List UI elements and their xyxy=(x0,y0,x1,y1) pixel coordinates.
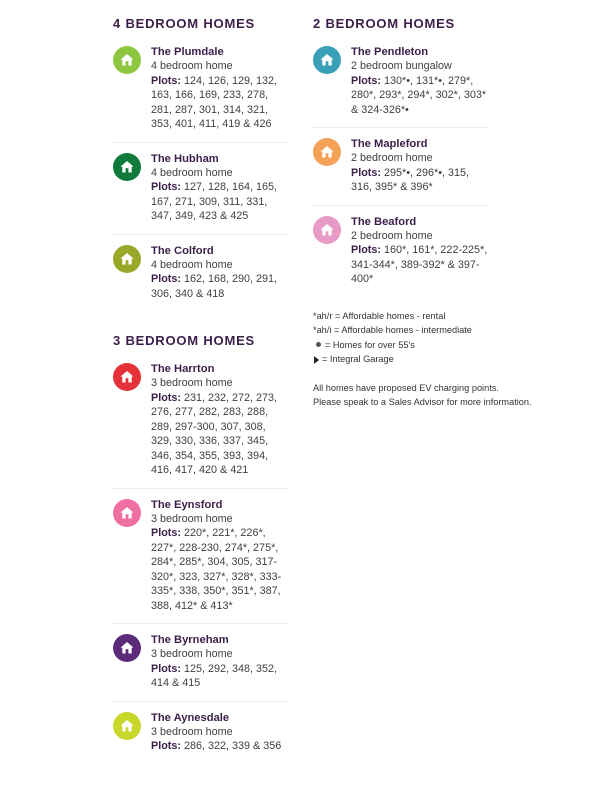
home-type: 3 bedroom home xyxy=(151,725,233,738)
home-entry xyxy=(313,45,488,128)
plots-label: Plots: xyxy=(151,181,181,193)
plots-value: 220*, 221*, 226*, 227*, 228-230, 274*, 275*, 284*, 285*, 304, 305, 317-320*, 323, 327*, 328*, 333-335*, 338, 350*, 351*, 387, 388, 412* & 413* xyxy=(151,527,282,612)
plots-line xyxy=(151,739,288,754)
plots-line xyxy=(151,526,288,613)
home-name: The Mapleford xyxy=(351,138,428,150)
legend xyxy=(313,309,488,367)
home-type: 2 bedroom bungalow xyxy=(351,60,452,72)
plots-label: Plots: xyxy=(151,74,181,87)
bullet-icon xyxy=(316,342,321,347)
left-column xyxy=(113,16,288,773)
legend-affordable-intermediate: *ah/i = Affordable homes - intermediate xyxy=(313,325,472,335)
ev-note xyxy=(313,381,532,409)
plots-line xyxy=(351,74,488,118)
plots-value: 125, 292, 348, 352, 414 & 415 xyxy=(151,662,278,689)
plots-label: Plots: xyxy=(151,273,181,285)
plots-line xyxy=(351,166,488,195)
plots-value: 162, 168, 290, 291, 306, 340 & 418 xyxy=(151,273,278,300)
garage-triangle-icon xyxy=(314,356,319,364)
home-type: 3 bedroom home xyxy=(151,377,233,389)
house-icon xyxy=(113,499,141,527)
home-name: The Hubham xyxy=(151,152,219,165)
house-icon xyxy=(313,138,341,166)
home-name: The Beaford xyxy=(351,215,417,228)
home-entry xyxy=(113,711,288,764)
home-entry xyxy=(113,152,288,235)
four-bedroom-heading: 4 BEDROOM HOMES xyxy=(113,16,256,31)
house-icon xyxy=(313,216,341,244)
home-name: The Pendleton xyxy=(351,46,429,58)
plots-value: 231, 232, 272, 273, 276, 277, 282, 283, 288, 289, 297-300, 307, 308, 329, 330, 336, 337, 345, 346, 354, 355, 393, 394, 416, 417, 420 & 421 xyxy=(151,391,278,476)
right-column xyxy=(313,16,532,409)
home-type: 2 bedroom home xyxy=(351,152,433,164)
two-bedroom-list xyxy=(313,45,488,297)
home-entry xyxy=(113,633,288,702)
plots-label: Plots: xyxy=(151,527,181,539)
plots-label: Plots: xyxy=(151,740,181,752)
legend-garage-label: = Integral Garage xyxy=(322,354,394,364)
home-type: 3 bedroom home xyxy=(151,648,233,660)
plots-label: Plots: xyxy=(151,662,181,675)
plots-line xyxy=(151,74,288,132)
plots-label: Plots: xyxy=(351,74,381,87)
home-type: 2 bedroom home xyxy=(351,229,433,242)
home-entry xyxy=(313,215,488,297)
four-bedroom-list xyxy=(113,45,288,311)
house-icon xyxy=(113,712,141,740)
home-entry xyxy=(113,45,288,143)
home-type: 3 bedroom home xyxy=(151,512,233,525)
legend-over-55-label: = Homes for over 55's xyxy=(325,339,415,350)
plots-line xyxy=(151,272,288,301)
home-name: The Aynesdale xyxy=(151,711,230,724)
plots-value: 286, 322, 339 & 356 xyxy=(184,740,282,752)
plots-value: 127, 128, 164, 165, 167, 271, 309, 311, 331, 347, 349, 423 & 425 xyxy=(151,181,278,222)
home-name: The Harrton xyxy=(151,363,215,375)
ev-note-line-1: All homes have proposed EV charging points. xyxy=(313,382,499,393)
plots-label: Plots: xyxy=(351,244,381,256)
house-icon xyxy=(113,153,141,181)
house-icon xyxy=(113,634,141,662)
house-icon xyxy=(113,46,141,74)
plots-value: 295*•, 296*•, 315, 316, 395* & 396* xyxy=(351,166,470,193)
home-entry xyxy=(113,244,288,312)
house-icon xyxy=(313,46,341,74)
plots-value: 124, 126, 129, 132, 163, 166, 169, 233, 278, 281, 287, 301, 314, 321, 353, 401, 411, 419 & 426 xyxy=(151,74,278,130)
house-icon xyxy=(113,363,141,391)
three-bedroom-list xyxy=(113,362,288,764)
home-name: The Colford xyxy=(151,244,214,257)
plots-line xyxy=(351,243,488,287)
plots-line xyxy=(151,391,288,478)
plots-line xyxy=(151,180,288,224)
ev-note-line-2: Please speak to a Sales Advisor for more information. xyxy=(313,396,532,407)
plots-value: 130*•, 131*•, 279*, 280*, 293*, 294*, 302*, 303* & 324-326*• xyxy=(351,74,487,116)
home-entry xyxy=(313,137,488,206)
home-type: 4 bedroom home xyxy=(151,258,233,271)
three-bedroom-heading: 3 BEDROOM HOMES xyxy=(113,333,256,348)
plots-line xyxy=(151,662,288,691)
home-name: The Byrneham xyxy=(151,634,229,646)
home-type: 4 bedroom home xyxy=(151,60,233,72)
legend-over-55 xyxy=(313,338,488,353)
plots-value: 160*, 161*, 222-225*, 341-344*, 389-392* & 397-400* xyxy=(351,244,488,285)
house-icon xyxy=(113,245,141,273)
plots-label: Plots: xyxy=(351,166,381,179)
home-entry xyxy=(113,362,288,489)
two-bedroom-heading: 2 BEDROOM HOMES xyxy=(313,16,456,31)
home-type: 4 bedroom home xyxy=(151,166,233,179)
home-name: The Eynsford xyxy=(151,498,223,511)
legend-integral-garage xyxy=(313,352,488,367)
home-entry xyxy=(113,498,288,625)
legend-affordable-rental: *ah/r = Affordable homes - rental xyxy=(313,310,446,321)
plots-label: Plots: xyxy=(151,391,181,404)
home-name: The Plumdale xyxy=(151,46,224,58)
